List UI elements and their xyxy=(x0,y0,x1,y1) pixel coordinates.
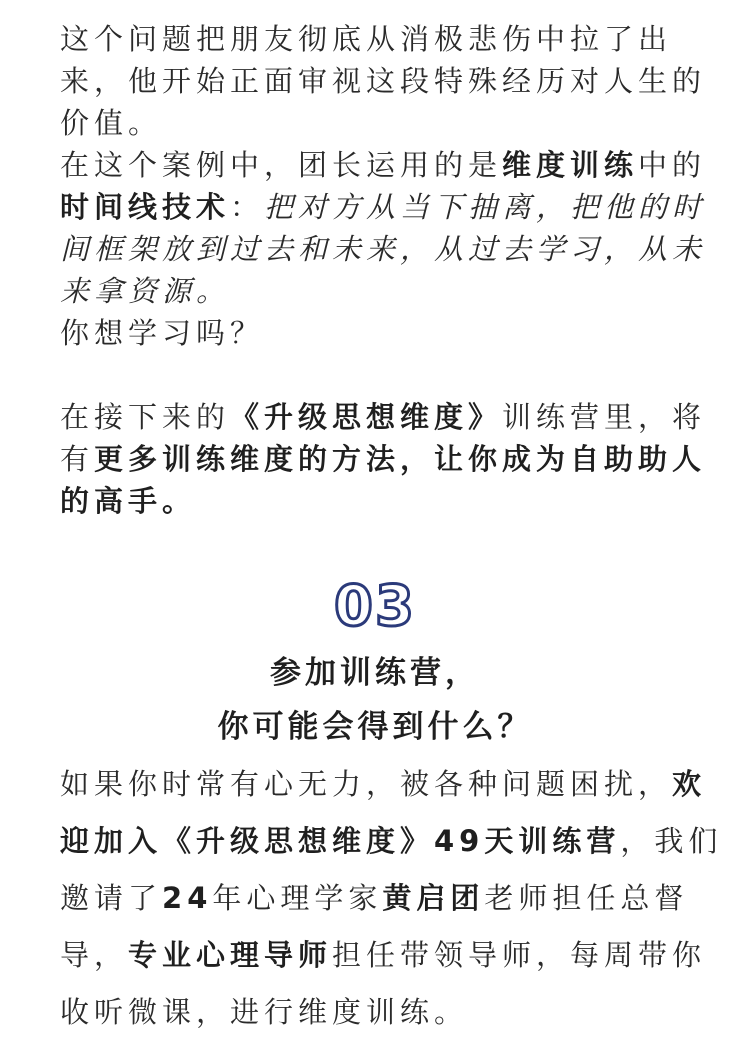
article-body-top xyxy=(60,18,707,354)
section-number-text: 03 xyxy=(334,574,416,639)
section-heading-line1: 参加训练营， xyxy=(270,655,480,691)
text-line xyxy=(60,396,707,438)
text-span: 有 xyxy=(60,442,95,476)
text-span: ，我们 xyxy=(620,824,723,858)
text-line: 你想学习吗？ xyxy=(60,316,265,350)
bold-term: 更多训练维度的方法，让你成为自助助人 xyxy=(94,442,707,476)
text-span: 训练营里，将 xyxy=(502,400,707,434)
bold-term: 专业心理导师 xyxy=(128,938,333,972)
text-line: 这个问题把朋友彻底从消极悲伤中拉了出 xyxy=(60,22,673,56)
text-span: 在这个案例中，团长运用的是 xyxy=(60,148,503,182)
bold-term: 时间线技术 xyxy=(60,190,231,224)
text-line: 收听微课，进行维度训练。 xyxy=(60,995,469,1029)
text-span: 邀请了 xyxy=(60,881,163,915)
text-line xyxy=(60,186,707,228)
text-span: ： xyxy=(230,190,265,224)
text-line xyxy=(60,438,707,480)
text-line xyxy=(60,870,700,927)
text-line: 来，他开始正面审视这段特殊经历对人生的 xyxy=(60,64,707,98)
text-line: 间框架放到过去和未来，从过去学习，从未 xyxy=(60,232,707,266)
text-line: 价值。 xyxy=(60,106,163,140)
text-span: 年心理学家 xyxy=(212,881,383,915)
benefit-paragraph xyxy=(60,756,723,1041)
text-span: 如果你时常有心无力，被各种问题困扰， xyxy=(60,767,673,801)
italic-text: 把对方从当下抽离，把他的时 xyxy=(264,190,707,224)
camp-paragraph xyxy=(60,396,707,522)
text-line xyxy=(60,144,707,186)
bold-term: 24 xyxy=(162,881,213,915)
text-line xyxy=(60,813,723,870)
text-line xyxy=(60,756,707,813)
text-line: 的高手。 xyxy=(60,484,197,518)
text-span: 老师担任总督 xyxy=(484,881,689,915)
section-number xyxy=(0,574,750,640)
text-span: 中的 xyxy=(638,148,707,182)
bold-term: 迎加入《升级思想维度》49天训练营 xyxy=(60,824,621,858)
bold-term: 维度训练 xyxy=(502,148,639,182)
section-heading-line2: 你可能会得到什么？ xyxy=(217,709,533,745)
text-line xyxy=(60,927,707,984)
text-line: 来拿资源。 xyxy=(60,274,231,308)
text-span: 导， xyxy=(60,938,129,972)
text-span: 担任带领导师，每周带你 xyxy=(332,938,707,972)
text-span: 在接下来的 xyxy=(60,400,231,434)
bold-term: 欢 xyxy=(672,767,707,801)
bold-term: 黄启团 xyxy=(382,881,485,915)
bold-term: 《升级思想维度》 xyxy=(230,400,503,434)
